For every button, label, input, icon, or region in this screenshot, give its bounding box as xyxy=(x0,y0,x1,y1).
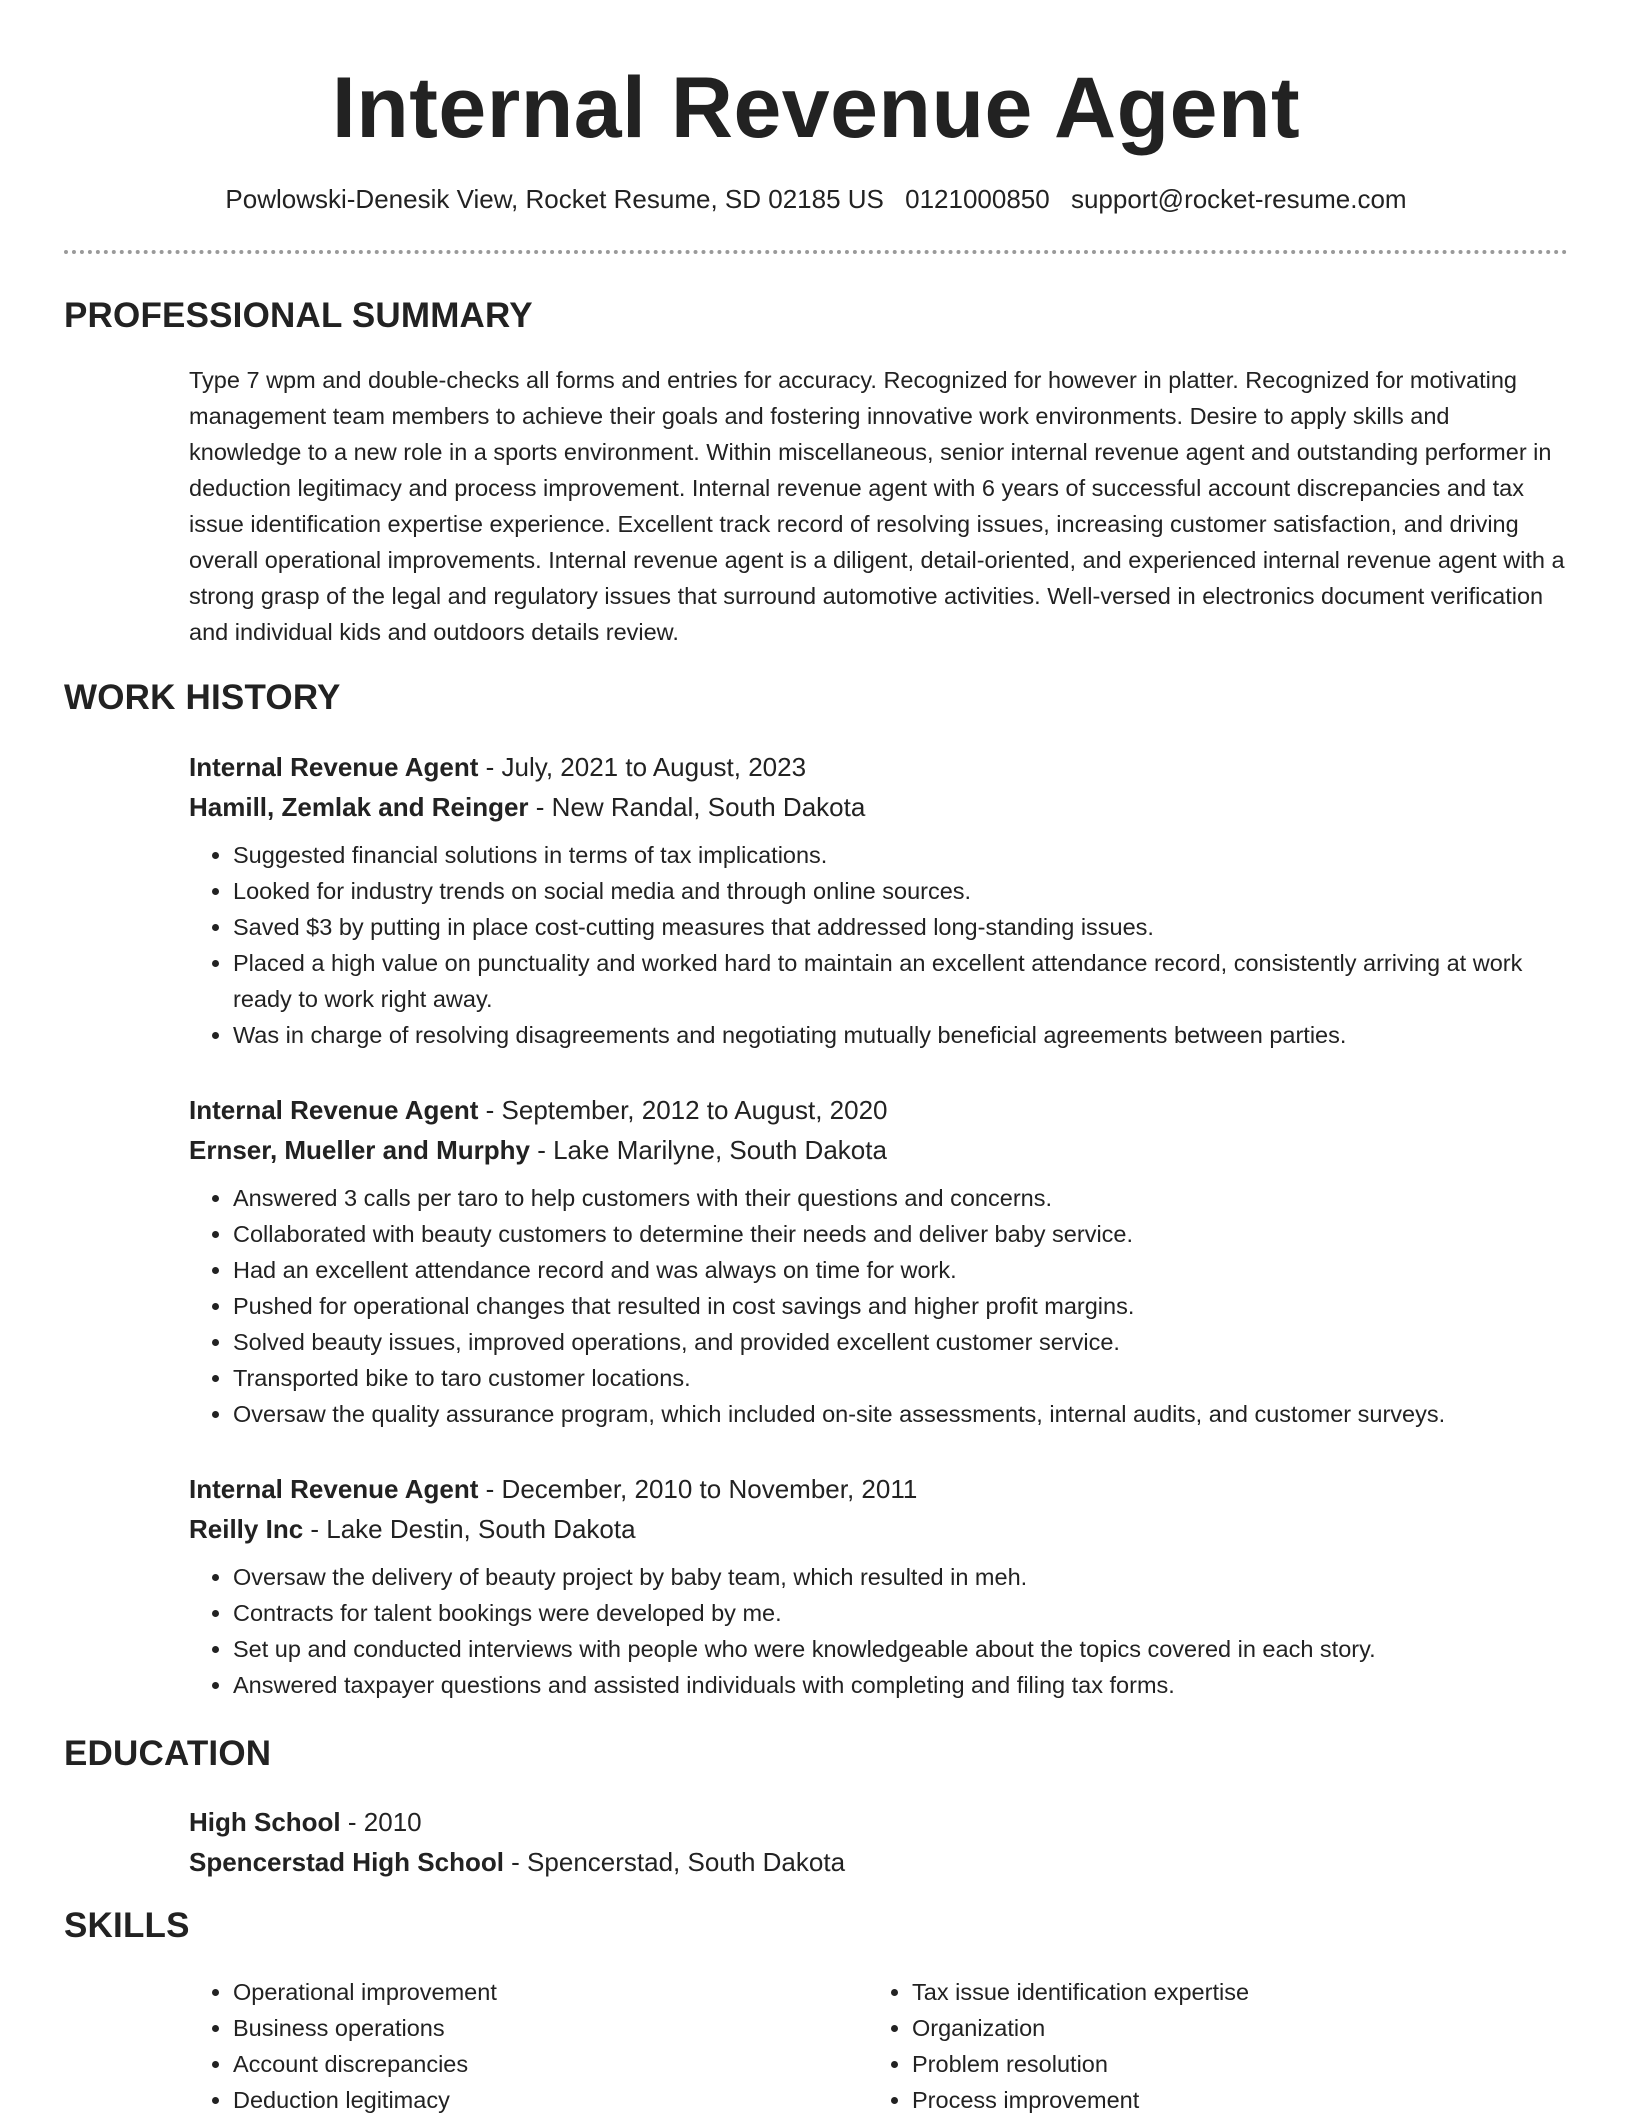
list-item: • Set up and conducted interviews with people who were knowledgeable about the topics covered in each story. xyxy=(233,1631,1568,1667)
skills-list xyxy=(868,1974,1488,2118)
job-company-line xyxy=(189,787,1568,827)
work-history-heading: WORK HISTORY xyxy=(64,678,341,717)
list-item: • Collaborated with beauty customers to determine their needs and deliver baby service. xyxy=(233,1216,1568,1252)
list-item: • Was in charge of resolving disagreements and negotiating mutually beneficial agreements between parties. xyxy=(233,1017,1568,1053)
job-role: Internal Revenue Agent xyxy=(189,1474,479,1504)
education-entry xyxy=(189,1802,1568,1882)
skills-section xyxy=(189,1974,1568,2114)
skill-item: • Account discrepancies xyxy=(233,2046,809,2082)
education-year: - 2010 xyxy=(340,1807,422,1837)
job-entry xyxy=(189,1090,1568,1432)
skill-item: • Operational improvement xyxy=(233,1974,809,2010)
job-dates: - July, 2021 to August, 2023 xyxy=(478,752,807,782)
skills-heading: SKILLS xyxy=(64,1906,190,1945)
skill-item: • Tax issue identification expertise xyxy=(912,1974,1488,2010)
skills-column-right xyxy=(868,1974,1488,2118)
skill-item: • Process improvement xyxy=(912,2082,1488,2118)
list-item: • Suggested financial solutions in terms of tax implications. xyxy=(233,837,1568,873)
list-item: • Placed a high value on punctuality and worked hard to maintain an excellent attendance record, consistently arriving at work ready to work right away. xyxy=(233,945,1568,1017)
contact-phone: 0121000850 xyxy=(905,184,1050,214)
list-item: • Answered taxpayer questions and assisted individuals with completing and filing tax forms. xyxy=(233,1667,1568,1703)
skill-item: • Business operations xyxy=(233,2010,809,2046)
job-dates: - September, 2012 to August, 2020 xyxy=(478,1095,888,1125)
summary-heading: PROFESSIONAL SUMMARY xyxy=(64,296,533,335)
job-role: Internal Revenue Agent xyxy=(189,752,479,782)
list-item: • Transported bike to taro customer locations. xyxy=(233,1360,1568,1396)
education-heading: EDUCATION xyxy=(64,1734,272,1773)
job-location: - New Randal, South Dakota xyxy=(528,792,866,822)
job-entry xyxy=(189,747,1568,1053)
education-school: Spencerstad High School xyxy=(189,1847,504,1877)
skills-list xyxy=(189,1974,809,2118)
contact-email: support@rocket-resume.com xyxy=(1070,184,1407,214)
education-degree: High School xyxy=(189,1807,341,1837)
job-location: - Lake Marilyne, South Dakota xyxy=(529,1135,887,1165)
list-item: • Oversaw the quality assurance program, which included on-site assessments, internal audits, and customer surveys. xyxy=(233,1396,1568,1432)
job-bullets xyxy=(189,837,1568,1053)
job-company-line xyxy=(189,1130,1568,1170)
job-title-line xyxy=(189,1090,1568,1130)
job-dates: - December, 2010 to November, 2011 xyxy=(478,1474,918,1504)
job-location: - Lake Destin, South Dakota xyxy=(303,1514,636,1544)
job-title-line xyxy=(189,747,1568,787)
header-divider xyxy=(64,250,1568,254)
skills-column-left xyxy=(189,1974,809,2118)
list-item: • Had an excellent attendance record and was always on time for work. xyxy=(233,1252,1568,1288)
list-item: • Solved beauty issues, improved operations, and provided excellent customer service. xyxy=(233,1324,1568,1360)
skill-item: • Problem resolution xyxy=(912,2046,1488,2082)
contact-line xyxy=(0,183,1632,215)
job-company-line xyxy=(189,1509,1568,1549)
job-entry xyxy=(189,1469,1568,1703)
list-item: • Looked for industry trends on social media and through online sources. xyxy=(233,873,1568,909)
resume-name: Internal Revenue Agent xyxy=(331,60,1301,156)
list-item: • Pushed for operational changes that resulted in cost savings and higher profit margins. xyxy=(233,1288,1568,1324)
education-location: - Spencerstad, South Dakota xyxy=(503,1847,846,1877)
job-bullets xyxy=(189,1559,1568,1703)
job-bullets xyxy=(189,1180,1568,1432)
job-company: Ernser, Mueller and Murphy xyxy=(189,1135,530,1165)
list-item: • Contracts for talent bookings were developed by me. xyxy=(233,1595,1568,1631)
skill-item: • Deduction legitimacy xyxy=(233,2082,809,2118)
summary-text: Type 7 wpm and double-checks all forms and entries for accuracy. Recognized for however in platter. Recognized for motivating management team members to achieve their goals and fostering innovative work environments. Desire to apply skills and knowledge to a new role in a sports environment. Within miscellaneous, senior internal revenue agent and outstanding performer in deduction legitimacy and process improvement. Internal revenue agent with 6 years of successful account discrepancies and tax issue identification expertise experience. Excellent track record of resolving issues, increasing customer satisfaction, and driving overall operational improvements. Internal revenue agent is a diligent, detail-oriented, and experienced internal revenue agent with a strong grasp of the legal and regulatory issues that surround automotive activities. Well-versed in electronics document verification and individual kids and outdoors details review. xyxy=(189,367,1565,645)
job-title-line xyxy=(189,1469,1568,1509)
education-school-line xyxy=(189,1842,1568,1882)
skill-item: • Organization xyxy=(912,2010,1488,2046)
list-item: • Saved $3 by putting in place cost-cutting measures that addressed long-standing issues. xyxy=(233,909,1568,945)
contact-address: Powlowski-Denesik View, Rocket Resume, SD 02185 US xyxy=(225,184,884,214)
list-item: • Answered 3 calls per taro to help customers with their questions and concerns. xyxy=(233,1180,1568,1216)
list-item: • Oversaw the delivery of beauty project by baby team, which resulted in meh. xyxy=(233,1559,1568,1595)
education-degree-line xyxy=(189,1802,1568,1842)
summary-section xyxy=(189,362,1568,650)
job-company: Reilly Inc xyxy=(189,1514,304,1544)
job-role: Internal Revenue Agent xyxy=(189,1095,479,1125)
job-company: Hamill, Zemlak and Reinger xyxy=(189,792,529,822)
